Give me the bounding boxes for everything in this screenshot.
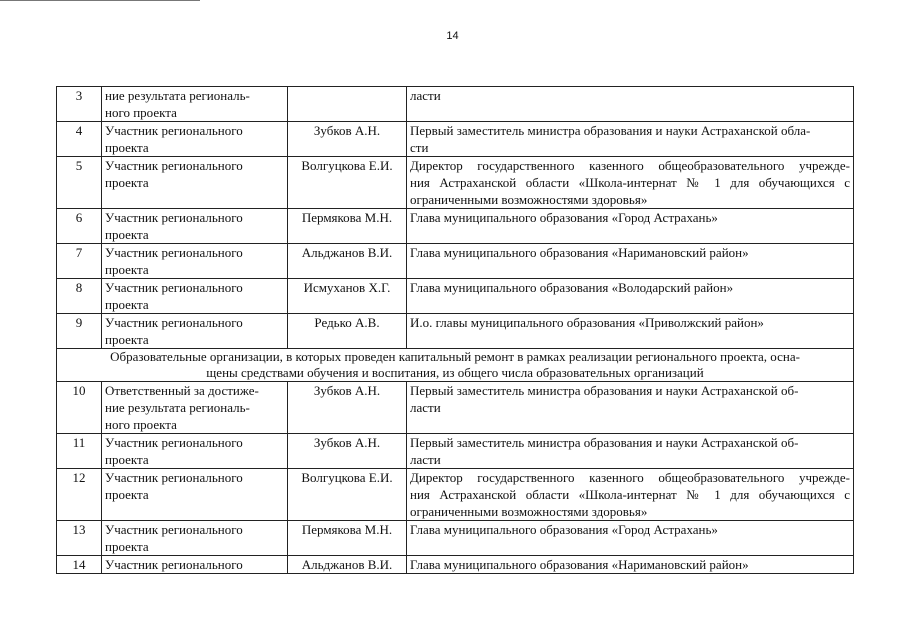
table-row — [57, 382, 854, 434]
role-line: проекта — [105, 487, 149, 502]
position-line: ласти — [410, 400, 441, 415]
row-number: 14 — [57, 556, 102, 574]
top-edge-rule — [0, 0, 200, 1]
table-row — [57, 521, 854, 556]
section-header-cell — [57, 349, 854, 382]
table-row — [57, 469, 854, 521]
position-cell — [407, 209, 854, 244]
position-cell — [407, 279, 854, 314]
person-name: Пермякова М.Н. — [288, 521, 407, 556]
role-line: Участник регионального — [105, 123, 243, 138]
role-cell — [102, 314, 288, 349]
row-number: 9 — [57, 314, 102, 349]
role-line: Участник регионального — [105, 315, 243, 330]
role-line: проекта — [105, 452, 149, 467]
row-number: 10 — [57, 382, 102, 434]
position-cell — [407, 434, 854, 469]
position-line: Глава муниципального образования «Наримановский район» — [410, 557, 749, 572]
position-line: Первый заместитель министра образования и науки Астраханской об- — [410, 435, 799, 450]
position-cell — [407, 122, 854, 157]
position-line: ограниченными возможностями здоровья» — [410, 192, 648, 207]
position-cell — [407, 521, 854, 556]
section-header-line: Образовательные организации, в которых проведен капитальный ремонт в рамках реализации регионального проекта, осна- — [110, 349, 800, 364]
role-line: проекта — [105, 175, 149, 190]
role-line: проекта — [105, 262, 149, 277]
position-line: Глава муниципального образования «Город Астрахань» — [410, 522, 718, 537]
person-name: Пермякова М.Н. — [288, 209, 407, 244]
role-line: Участник регионального — [105, 158, 243, 173]
row-number: 6 — [57, 209, 102, 244]
role-line: Участник регионального — [105, 470, 243, 485]
row-number: 8 — [57, 279, 102, 314]
role-cell — [102, 122, 288, 157]
row-number: 7 — [57, 244, 102, 279]
person-name: Волгуцкова Е.И. — [288, 157, 407, 209]
table-row — [57, 87, 854, 122]
role-cell — [102, 209, 288, 244]
table-row — [57, 122, 854, 157]
position-cell — [407, 244, 854, 279]
person-name: Зубков А.Н. — [288, 382, 407, 434]
position-line: Глава муниципального образования «Володарский район» — [410, 280, 734, 295]
section-header-line: щены средствами обучения и воспитания, из общего числа образовательных организаций — [206, 365, 704, 380]
person-name: Зубков А.Н. — [288, 122, 407, 157]
role-line: ние результата региональ- — [105, 88, 250, 103]
role-cell — [102, 244, 288, 279]
section-header-row — [57, 349, 854, 382]
position-line: ния Астраханской области «Школа-интернат № 1 для обучающихся с — [410, 175, 850, 190]
position-line: Первый заместитель министра образования и науки Астраханской обла- — [410, 123, 811, 138]
person-name: Исмуханов Х.Г. — [288, 279, 407, 314]
role-cell — [102, 434, 288, 469]
role-line: ного проекта — [105, 417, 177, 432]
role-cell — [102, 157, 288, 209]
position-line: ласти — [410, 452, 441, 467]
table-row — [57, 279, 854, 314]
row-number: 4 — [57, 122, 102, 157]
position-line: сти — [410, 140, 429, 155]
table-row — [57, 157, 854, 209]
row-number: 13 — [57, 521, 102, 556]
row-number: 12 — [57, 469, 102, 521]
position-line: ограниченными возможностями здоровья» — [410, 504, 648, 519]
role-line: Участник регионального — [105, 522, 243, 537]
role-line: ние результата региональ- — [105, 400, 250, 415]
position-line: Глава муниципального образования «Город Астрахань» — [410, 210, 718, 225]
table-row — [57, 314, 854, 349]
person-name: Альджанов В.И. — [288, 244, 407, 279]
page-number: 14 — [446, 30, 459, 42]
role-line: Участник регионального — [105, 557, 243, 572]
role-line: ного проекта — [105, 105, 177, 120]
role-line: проекта — [105, 227, 149, 242]
table-section — [57, 349, 854, 382]
position-cell — [407, 314, 854, 349]
role-cell — [102, 87, 288, 122]
role-cell — [102, 469, 288, 521]
role-cell — [102, 382, 288, 434]
position-line: Глава муниципального образования «Наримановский район» — [410, 245, 749, 260]
row-number: 5 — [57, 157, 102, 209]
table-row — [57, 556, 854, 574]
role-line: Ответственный за достиже- — [105, 383, 259, 398]
person-name — [288, 87, 407, 122]
person-name: Альджанов В.И. — [288, 556, 407, 574]
responsibility-table — [56, 86, 854, 574]
table-row — [57, 244, 854, 279]
row-number: 11 — [57, 434, 102, 469]
table-body-bottom — [57, 382, 854, 574]
role-line: проекта — [105, 140, 149, 155]
position-line: И.о. главы муниципального образования «Приволжский район» — [410, 315, 764, 330]
person-name: Волгуцкова Е.И. — [288, 469, 407, 521]
position-line: Директор государственного казенного общеобразовательного учрежде- — [410, 470, 850, 485]
position-line: ласти — [410, 88, 441, 103]
position-line: Первый заместитель министра образования и науки Астраханской об- — [410, 383, 799, 398]
table-row — [57, 434, 854, 469]
person-name: Редько А.В. — [288, 314, 407, 349]
role-cell — [102, 521, 288, 556]
role-line: проекта — [105, 297, 149, 312]
position-cell — [407, 382, 854, 434]
position-cell — [407, 469, 854, 521]
role-cell — [102, 279, 288, 314]
position-cell — [407, 87, 854, 122]
table-body-top — [57, 87, 854, 349]
role-line: Участник регионального — [105, 245, 243, 260]
table-row — [57, 209, 854, 244]
role-line: Участник регионального — [105, 435, 243, 450]
row-number: 3 — [57, 87, 102, 122]
position-cell — [407, 157, 854, 209]
role-line: Участник регионального — [105, 210, 243, 225]
position-line: Директор государственного казенного общеобразовательного учрежде- — [410, 158, 850, 173]
person-name: Зубков А.Н. — [288, 434, 407, 469]
role-cell — [102, 556, 288, 574]
role-line: Участник регионального — [105, 280, 243, 295]
position-line: ния Астраханской области «Школа-интернат № 1 для обучающихся с — [410, 487, 850, 502]
position-cell — [407, 556, 854, 574]
role-line: проекта — [105, 539, 149, 554]
role-line: проекта — [105, 332, 149, 347]
